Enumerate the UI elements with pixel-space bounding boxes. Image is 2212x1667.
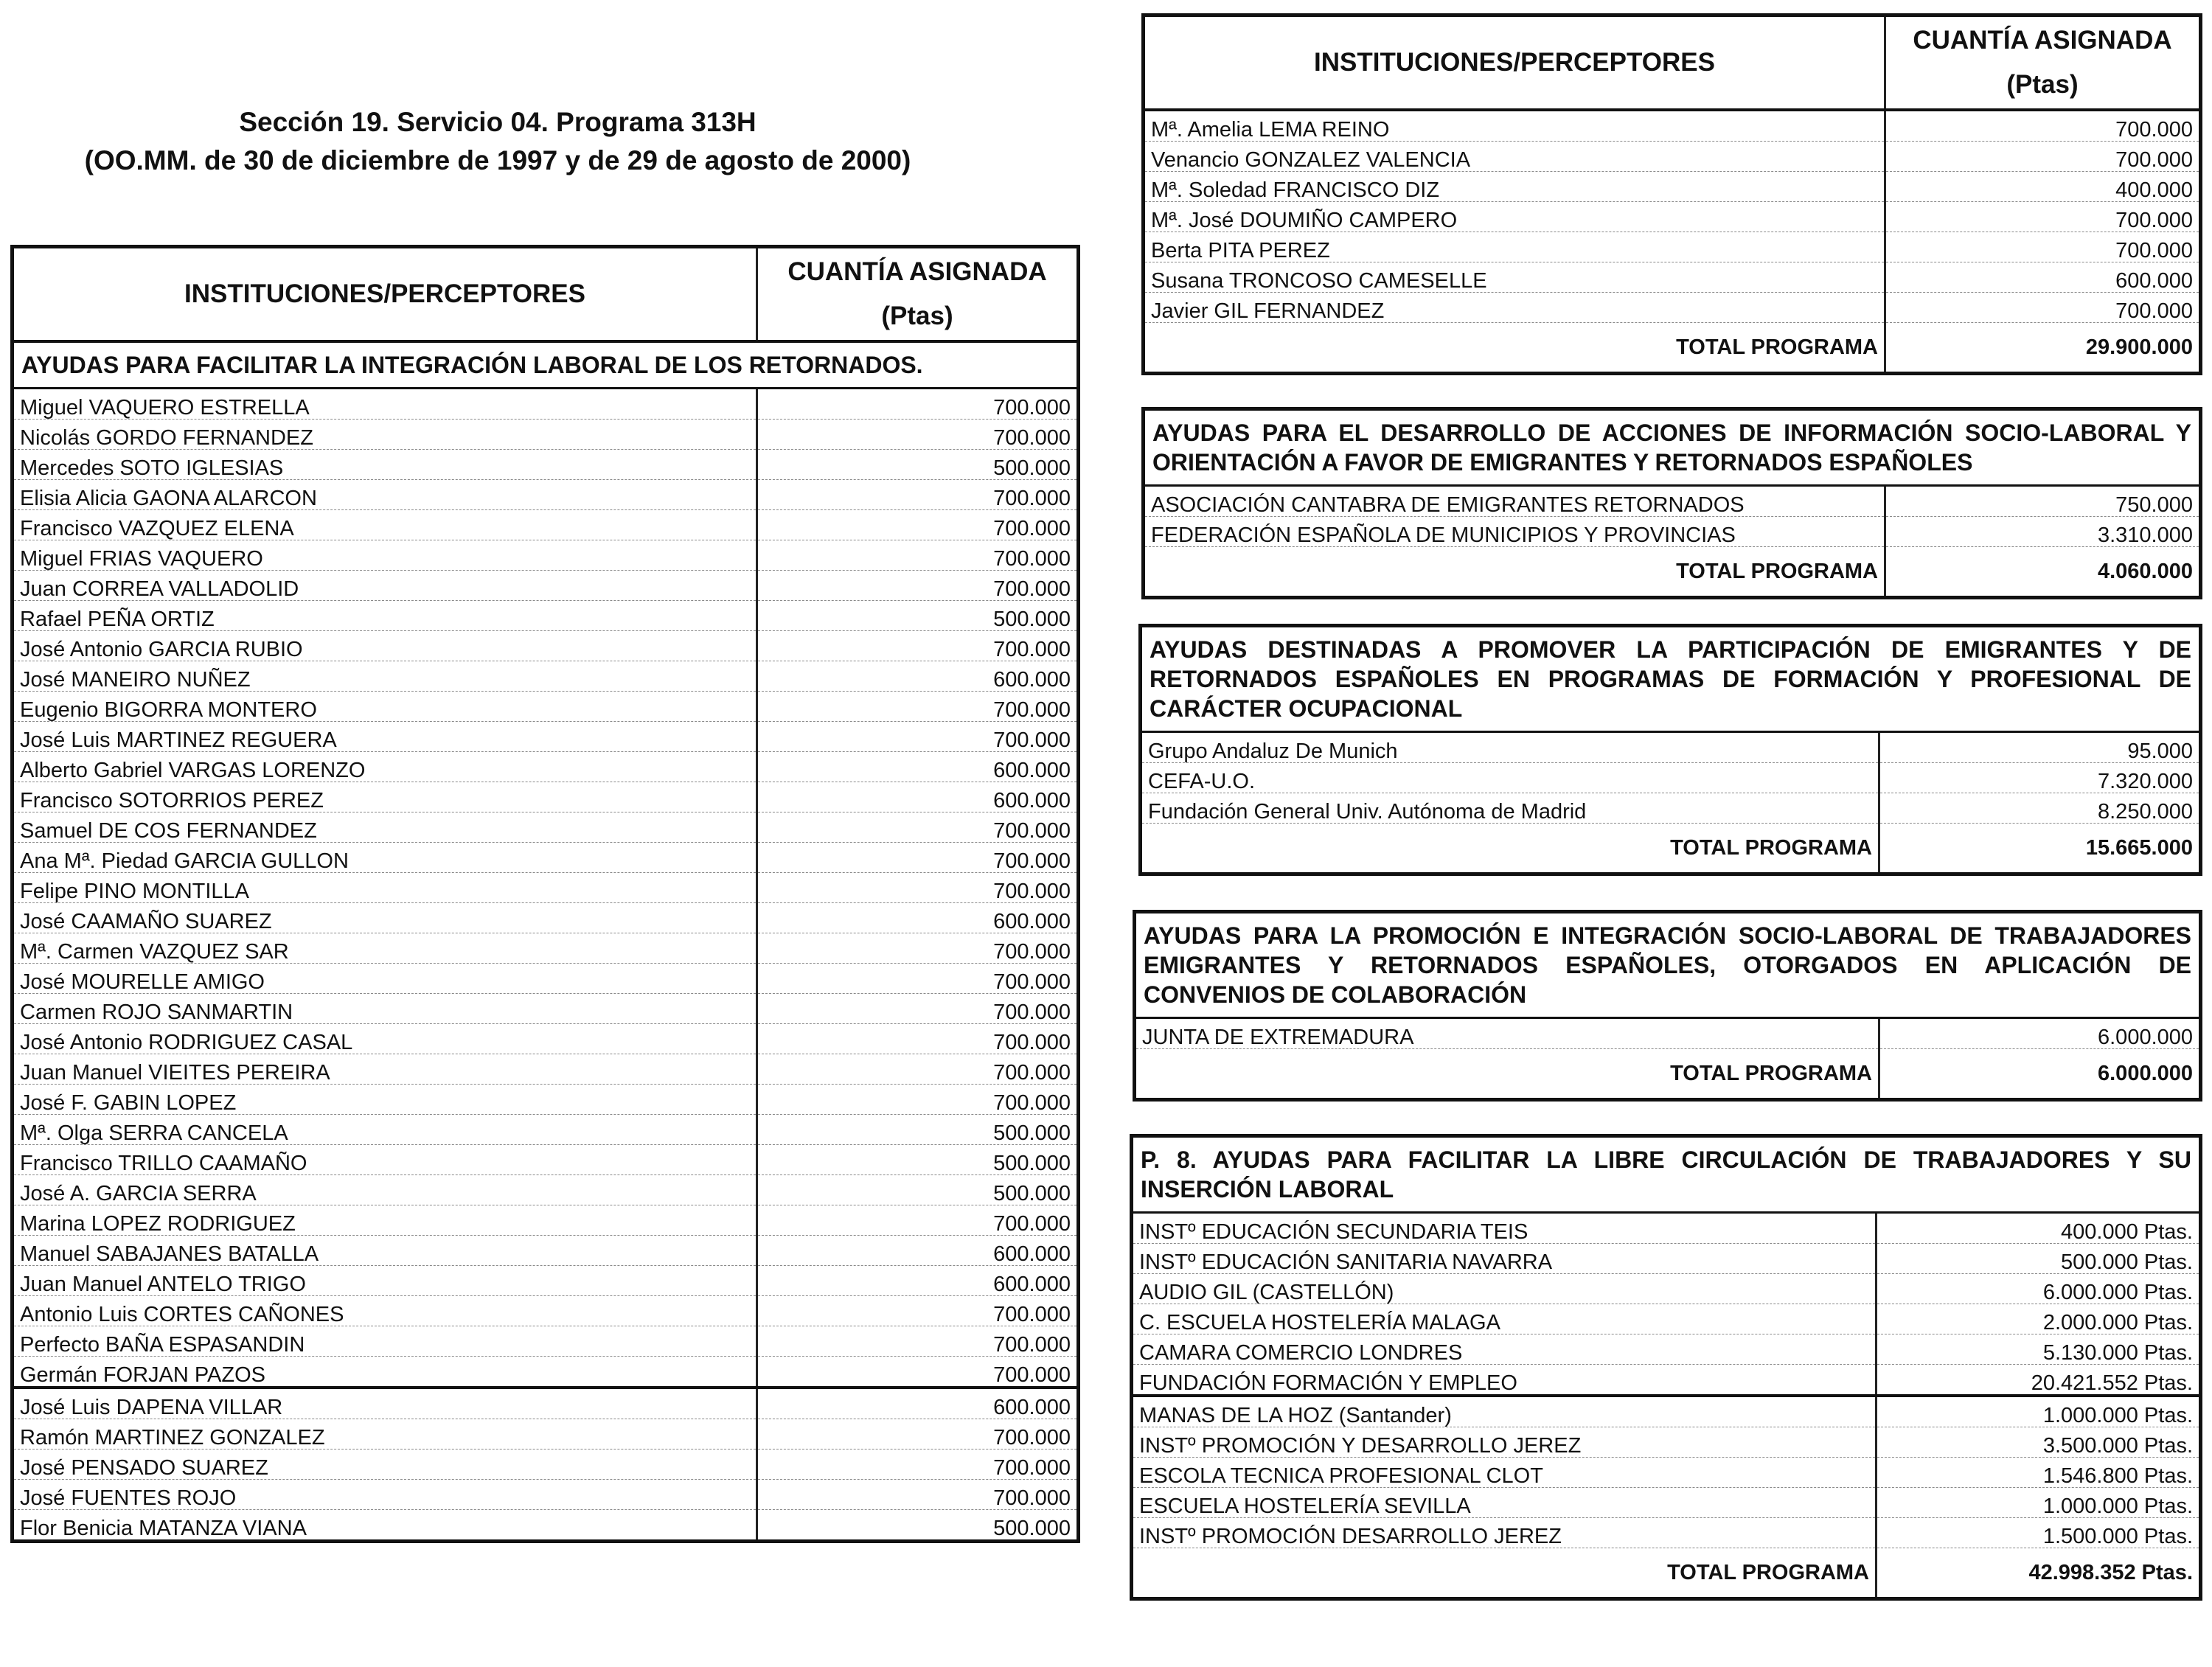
assigned-amount: 700.000 xyxy=(757,1054,1079,1085)
total-value: 29.900.000 xyxy=(1885,323,2201,374)
assigned-amount: 3.310.000 xyxy=(1885,517,2201,547)
header-institutions: INSTITUCIONES/PERCEPTORES xyxy=(13,247,757,342)
table-row xyxy=(13,964,1079,994)
total-label: TOTAL PROGRAMA xyxy=(1144,547,1885,598)
total-row xyxy=(1135,1049,2201,1100)
recipient-name: CEFA-U.O. xyxy=(1141,763,1879,793)
table-row xyxy=(13,1388,1079,1419)
recipient-name: Mª. Amelia LEMA REINO xyxy=(1144,110,1885,142)
document-heading xyxy=(29,103,966,180)
heading-line-1: Sección 19. Servicio 04. Programa 313H xyxy=(239,107,757,137)
assigned-amount: 6.000.000 xyxy=(1879,1018,2201,1049)
section-title-row xyxy=(13,341,1079,389)
heading-line-2: (OO.MM. de 30 de diciembre de 1997 y de 29 de agosto de 2000) xyxy=(84,145,911,175)
recipient-name: José A. GARCIA SERRA xyxy=(13,1175,757,1205)
table-row xyxy=(13,1357,1079,1388)
recipient-name: INSTº PROMOCIÓN DESARROLLO JEREZ xyxy=(1132,1518,1877,1548)
assigned-amount: 700.000 xyxy=(757,389,1079,420)
assigned-amount: 700.000 xyxy=(757,571,1079,601)
table-row xyxy=(1132,1213,2201,1244)
recipient-name: Miguel FRIAS VAQUERO xyxy=(13,540,757,571)
table-row xyxy=(1144,202,2201,232)
table-row xyxy=(1132,1365,2201,1396)
assigned-amount: 700.000 xyxy=(757,1450,1079,1480)
assigned-amount: 6.000.000 Ptas. xyxy=(1877,1274,2201,1304)
recipient-name: Felipe PINO MONTILLA xyxy=(13,873,757,903)
table-row xyxy=(13,1175,1079,1205)
total-label: TOTAL PROGRAMA xyxy=(1135,1049,1879,1100)
assigned-amount: 3.500.000 Ptas. xyxy=(1877,1427,2201,1458)
recipient-name: Mª. José DOUMIÑO CAMPERO xyxy=(1144,202,1885,232)
table-row xyxy=(1132,1458,2201,1488)
recipient-name: ASOCIACIÓN CANTABRA DE EMIGRANTES RETORNADOS xyxy=(1144,486,1885,517)
total-row xyxy=(1144,547,2201,598)
recipient-name: Alberto Gabriel VARGAS LORENZO xyxy=(13,752,757,782)
recipient-name: Manuel SABAJANES BATALLA xyxy=(13,1236,757,1266)
table-row xyxy=(13,1236,1079,1266)
table-row xyxy=(1144,172,2201,202)
header-amount: CUANTÍA ASIGNADA (Ptas) xyxy=(757,247,1079,342)
assigned-amount: 700.000 xyxy=(1885,202,2201,232)
assigned-amount: 700.000 xyxy=(757,994,1079,1024)
table-header-row xyxy=(13,247,1079,342)
assigned-amount: 750.000 xyxy=(1885,486,2201,517)
recipient-name: Perfecto BAÑA ESPASANDIN xyxy=(13,1326,757,1357)
assigned-amount: 5.130.000 Ptas. xyxy=(1877,1334,2201,1365)
assigned-amount: 700.000 xyxy=(757,420,1079,450)
table-row xyxy=(1132,1427,2201,1458)
recipient-name: Samuel DE COS FERNANDEZ xyxy=(13,812,757,843)
recipient-name: Rafael PEÑA ORTIZ xyxy=(13,601,757,631)
recipient-name: José Antonio RODRIGUEZ CASAL xyxy=(13,1024,757,1054)
section-title: AYUDAS PARA FACILITAR LA INTEGRACIÓN LABORAL DE LOS RETORNADOS. xyxy=(13,341,1079,389)
assigned-amount: 700.000 xyxy=(757,1357,1079,1388)
assigned-amount: 600.000 xyxy=(757,782,1079,812)
assigned-amount: 700.000 xyxy=(757,692,1079,722)
assigned-amount: 700.000 xyxy=(757,1480,1079,1510)
recipient-name: Elisia Alicia GAONA ALARCON xyxy=(13,480,757,510)
assigned-amount: 600.000 xyxy=(757,1266,1079,1296)
table-row xyxy=(13,571,1079,601)
assigned-amount: 1.000.000 Ptas. xyxy=(1877,1396,2201,1427)
table-row xyxy=(13,1024,1079,1054)
assigned-amount: 700.000 xyxy=(757,1326,1079,1357)
table-row xyxy=(13,1480,1079,1510)
table-row xyxy=(13,1054,1079,1085)
table-row xyxy=(13,1296,1079,1326)
table-row xyxy=(13,873,1079,903)
table-row xyxy=(13,1085,1079,1115)
table-row xyxy=(1144,517,2201,547)
recipient-name: Juan CORREA VALLADOLID xyxy=(13,571,757,601)
assigned-amount: 8.250.000 xyxy=(1879,793,2201,824)
total-label: TOTAL PROGRAMA xyxy=(1144,323,1885,374)
assigned-amount: 700.000 xyxy=(1885,110,2201,142)
assigned-amount: 400.000 xyxy=(1885,172,2201,202)
recipient-name: Flor Benicia MATANZA VIANA xyxy=(13,1510,757,1542)
assigned-amount: 700.000 xyxy=(757,843,1079,873)
recipient-name: FUNDACIÓN FORMACIÓN Y EMPLEO xyxy=(1132,1365,1877,1396)
recipient-name: Nicolás GORDO FERNANDEZ xyxy=(13,420,757,450)
block-2-title: AYUDAS PARA EL DESARROLLO DE ACCIONES DE INFORMACIÓN SOCIO-LABORAL Y ORIENTACIÓN A FAVOR DE EMIGRANTES Y RETORNADOS ESPAÑOLES xyxy=(1144,409,2201,486)
assigned-amount: 700.000 xyxy=(757,722,1079,752)
total-value: 4.060.000 xyxy=(1885,547,2201,598)
assigned-amount: 600.000 xyxy=(757,1388,1079,1419)
assigned-amount: 700.000 xyxy=(757,1024,1079,1054)
assigned-amount: 700.000 xyxy=(757,873,1079,903)
table-row xyxy=(13,1115,1079,1145)
assigned-amount: 7.320.000 xyxy=(1879,763,2201,793)
table-row xyxy=(1132,1488,2201,1518)
recipient-name: Ramón MARTINEZ GONZALEZ xyxy=(13,1419,757,1450)
table-row xyxy=(13,450,1079,480)
table-row xyxy=(13,631,1079,661)
recipient-name: INSTº PROMOCIÓN Y DESARROLLO JEREZ xyxy=(1132,1427,1877,1458)
table-row xyxy=(13,812,1079,843)
block-5-table xyxy=(1130,1134,2202,1601)
table-row xyxy=(1141,732,2201,763)
assigned-amount: 20.421.552 Ptas. xyxy=(1877,1365,2201,1396)
right-top-table xyxy=(1141,13,2202,375)
table-row xyxy=(1132,1518,2201,1548)
table-row xyxy=(1144,262,2201,293)
recipient-name: José PENSADO SUAREZ xyxy=(13,1450,757,1480)
recipient-name: Juan Manuel VIEITES PEREIRA xyxy=(13,1054,757,1085)
assigned-amount: 600.000 xyxy=(757,1236,1079,1266)
assigned-amount: 500.000 xyxy=(757,601,1079,631)
recipient-name: Susana TRONCOSO CAMESELLE xyxy=(1144,262,1885,293)
header-institutions: INSTITUCIONES/PERCEPTORES xyxy=(1144,15,1885,111)
recipient-name: Germán FORJAN PAZOS xyxy=(13,1357,757,1388)
table-row xyxy=(13,1205,1079,1236)
table-row xyxy=(13,722,1079,752)
recipient-name: Mª. Olga SERRA CANCELA xyxy=(13,1115,757,1145)
recipient-name: José F. GABIN LOPEZ xyxy=(13,1085,757,1115)
table-row xyxy=(13,994,1079,1024)
assigned-amount: 500.000 xyxy=(757,1510,1079,1542)
total-row xyxy=(1132,1548,2201,1599)
assigned-amount: 500.000 xyxy=(757,1115,1079,1145)
recipient-name: Francisco VAZQUEZ ELENA xyxy=(13,510,757,540)
table-header-row xyxy=(1144,15,2201,111)
total-value: 42.998.352 Ptas. xyxy=(1877,1548,2201,1599)
recipient-name: Mª. Carmen VAZQUEZ SAR xyxy=(13,933,757,964)
assigned-amount: 700.000 xyxy=(1885,293,2201,323)
assigned-amount: 700.000 xyxy=(1885,232,2201,262)
block-5-title: P. 8. AYUDAS PARA FACILITAR LA LIBRE CIRCULACIÓN DE TRABAJADORES Y SU INSERCIÓN LABORAL xyxy=(1132,1136,2201,1213)
table-row xyxy=(13,480,1079,510)
recipient-name: Mercedes SOTO IGLESIAS xyxy=(13,450,757,480)
table-row xyxy=(13,510,1079,540)
recipient-name: José Antonio GARCIA RUBIO xyxy=(13,631,757,661)
block-2-table xyxy=(1141,407,2202,599)
recipient-name: AUDIO GIL (CASTELLÓN) xyxy=(1132,1274,1877,1304)
recipient-name: ESCOLA TECNICA PROFESIONAL CLOT xyxy=(1132,1458,1877,1488)
table-row xyxy=(13,933,1079,964)
recipient-name: Fundación General Univ. Autónoma de Madrid xyxy=(1141,793,1879,824)
recipient-name: Grupo Andaluz De Munich xyxy=(1141,732,1879,763)
recipient-name: José MOURELLE AMIGO xyxy=(13,964,757,994)
table-row xyxy=(13,1450,1079,1480)
assigned-amount: 1.000.000 Ptas. xyxy=(1877,1488,2201,1518)
assigned-amount: 600.000 xyxy=(1885,262,2201,293)
table-row xyxy=(13,1510,1079,1542)
table-row xyxy=(13,782,1079,812)
table-row xyxy=(13,1326,1079,1357)
table-row xyxy=(13,752,1079,782)
assigned-amount: 700.000 xyxy=(757,1205,1079,1236)
recipient-name: Antonio Luis CORTES CAÑONES xyxy=(13,1296,757,1326)
table-row xyxy=(1144,293,2201,323)
recipient-name: Berta PITA PEREZ xyxy=(1144,232,1885,262)
assigned-amount: 2.000.000 Ptas. xyxy=(1877,1304,2201,1334)
assigned-amount: 700.000 xyxy=(757,1296,1079,1326)
table-row xyxy=(13,601,1079,631)
assigned-amount: 500.000 xyxy=(757,450,1079,480)
assigned-amount: 600.000 xyxy=(757,903,1079,933)
recipient-name: ESCUELA HOSTELERÍA SEVILLA xyxy=(1132,1488,1877,1518)
table-row xyxy=(13,540,1079,571)
recipient-name: Venancio GONZALEZ VALENCIA xyxy=(1144,142,1885,172)
recipient-name: INSTº EDUCACIÓN SANITARIA NAVARRA xyxy=(1132,1244,1877,1274)
table-row xyxy=(1132,1396,2201,1427)
recipient-name: José FUENTES ROJO xyxy=(13,1480,757,1510)
recipient-name: Francisco TRILLO CAAMAÑO xyxy=(13,1145,757,1175)
table-row xyxy=(13,661,1079,692)
recipient-name: Miguel VAQUERO ESTRELLA xyxy=(13,389,757,420)
table-row xyxy=(1132,1304,2201,1334)
recipient-name: Eugenio BIGORRA MONTERO xyxy=(13,692,757,722)
recipient-name: CAMARA COMERCIO LONDRES xyxy=(1132,1334,1877,1365)
block-4-table xyxy=(1133,910,2202,1102)
recipient-name: José MANEIRO NUÑEZ xyxy=(13,661,757,692)
table-row xyxy=(13,389,1079,420)
total-value: 15.665.000 xyxy=(1879,824,2201,874)
table-row xyxy=(13,1266,1079,1296)
total-value: 6.000.000 xyxy=(1879,1049,2201,1100)
recipient-name: INSTº EDUCACIÓN SECUNDARIA TEIS xyxy=(1132,1213,1877,1244)
recipient-name: MANAS DE LA HOZ (Santander) xyxy=(1132,1396,1877,1427)
header-amount: CUANTÍA ASIGNADA (Ptas) xyxy=(1885,15,2201,111)
assigned-amount: 700.000 xyxy=(1885,142,2201,172)
assigned-amount: 700.000 xyxy=(757,964,1079,994)
recipient-name: José Luis MARTINEZ REGUERA xyxy=(13,722,757,752)
assigned-amount: 1.500.000 Ptas. xyxy=(1877,1518,2201,1548)
block-4-title: AYUDAS PARA LA PROMOCIÓN E INTEGRACIÓN SOCIO-LABORAL DE TRABAJADORES EMIGRANTES Y RETORNADOS ESPAÑOLES, OTORGADOS EN APLICACIÓN DE CONVENIOS DE COLABORACIÓN xyxy=(1135,912,2201,1018)
table-row xyxy=(1144,142,2201,172)
assigned-amount: 95.000 xyxy=(1879,732,2201,763)
table-row xyxy=(13,843,1079,873)
recipient-name: Carmen ROJO SANMARTIN xyxy=(13,994,757,1024)
table-row xyxy=(13,692,1079,722)
assigned-amount: 700.000 xyxy=(757,1085,1079,1115)
table-row xyxy=(1132,1274,2201,1304)
left-table xyxy=(10,245,1080,1543)
block-3-table xyxy=(1138,624,2202,876)
total-row xyxy=(1144,323,2201,374)
assigned-amount: 700.000 xyxy=(757,1419,1079,1450)
table-row xyxy=(1144,232,2201,262)
recipient-name: Francisco SOTORRIOS PEREZ xyxy=(13,782,757,812)
recipient-name: Mª. Soledad FRANCISCO DIZ xyxy=(1144,172,1885,202)
assigned-amount: 500.000 xyxy=(757,1145,1079,1175)
table-row xyxy=(1144,110,2201,142)
table-row xyxy=(1141,763,2201,793)
recipient-name: José CAAMAÑO SUAREZ xyxy=(13,903,757,933)
total-row xyxy=(1141,824,2201,874)
assigned-amount: 700.000 xyxy=(757,540,1079,571)
assigned-amount: 700.000 xyxy=(757,933,1079,964)
recipient-name: Marina LOPEZ RODRIGUEZ xyxy=(13,1205,757,1236)
assigned-amount: 600.000 xyxy=(757,661,1079,692)
assigned-amount: 400.000 Ptas. xyxy=(1877,1213,2201,1244)
assigned-amount: 700.000 xyxy=(757,510,1079,540)
total-label: TOTAL PROGRAMA xyxy=(1132,1548,1877,1599)
assigned-amount: 1.546.800 Ptas. xyxy=(1877,1458,2201,1488)
recipient-name: Javier GIL FERNANDEZ xyxy=(1144,293,1885,323)
assigned-amount: 700.000 xyxy=(757,480,1079,510)
table-row xyxy=(1132,1244,2201,1274)
table-row xyxy=(1132,1334,2201,1365)
assigned-amount: 500.000 Ptas. xyxy=(1877,1244,2201,1274)
table-row xyxy=(13,1419,1079,1450)
assigned-amount: 600.000 xyxy=(757,752,1079,782)
table-row xyxy=(13,420,1079,450)
block-3-title: AYUDAS DESTINADAS A PROMOVER LA PARTICIPACIÓN DE EMIGRANTES Y DE RETORNADOS ESPAÑOLES EN PROGRAMAS DE FORMACIÓN Y PROFESIONAL DE CARÁCTER OCUPACIONAL xyxy=(1141,626,2201,732)
table-row xyxy=(1141,793,2201,824)
recipient-name: Juan Manuel ANTELO TRIGO xyxy=(13,1266,757,1296)
recipient-name: José Luis DAPENA VILLAR xyxy=(13,1388,757,1419)
total-label: TOTAL PROGRAMA xyxy=(1141,824,1879,874)
table-row xyxy=(13,903,1079,933)
assigned-amount: 500.000 xyxy=(757,1175,1079,1205)
recipient-name: C. ESCUELA HOSTELERÍA MALAGA xyxy=(1132,1304,1877,1334)
table-row xyxy=(13,1145,1079,1175)
table-row xyxy=(1135,1018,2201,1049)
assigned-amount: 700.000 xyxy=(757,812,1079,843)
table-row xyxy=(1144,486,2201,517)
recipient-name: Ana Mª. Piedad GARCIA GULLON xyxy=(13,843,757,873)
recipient-name: FEDERACIÓN ESPAÑOLA DE MUNICIPIOS Y PROVINCIAS xyxy=(1144,517,1885,547)
recipient-name: JUNTA DE EXTREMADURA xyxy=(1135,1018,1879,1049)
assigned-amount: 700.000 xyxy=(757,631,1079,661)
